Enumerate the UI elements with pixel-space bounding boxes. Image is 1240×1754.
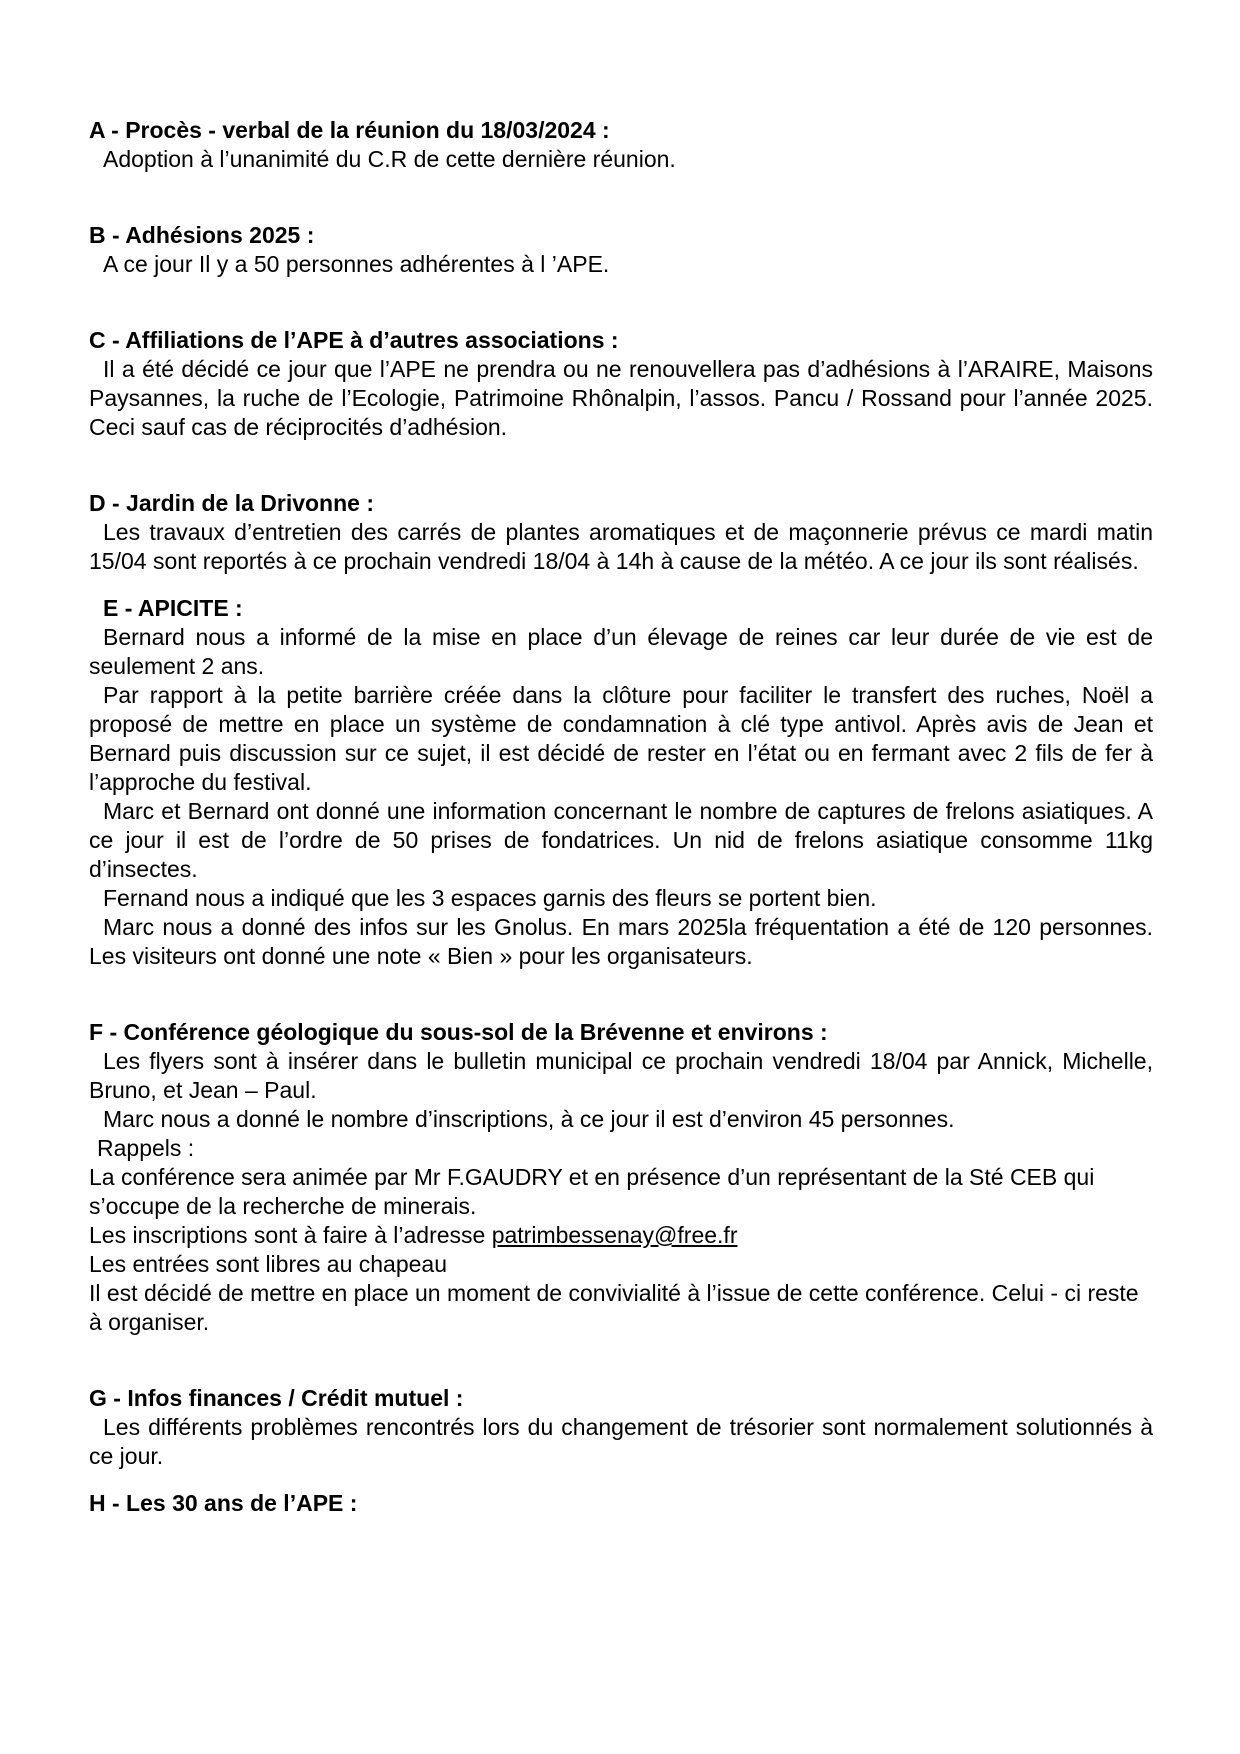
section-c-heading: C - Affiliations de l’APE à d’autres associations : bbox=[89, 327, 619, 353]
section-e-paragraph: Marc et Bernard ont donné une information concernant le nombre de captures de frelons asiatiques. A ce jour il est de l’ordre de 50 prises de fondatrices. Un nid de frelons asiatique consomme 11kg d’insectes. bbox=[89, 798, 1153, 882]
section-f-conference: La conférence sera animée par Mr F.GAUDRY et en présence d’un représentant de la Sté CEB qui s’occupe de la recherche de minerais. bbox=[89, 1164, 1095, 1219]
section-e-paragraph: Par rapport à la petite barrière créée dans la clôture pour faciliter le transfert des ruches, Noël a proposé de mettre en place un système de condamnation à clé type antivol. Après avis de Jean et Bernard puis discussion sur ce sujet, il est décidé de rester en l’état ou en fermant avec 2 fils de fer à l’approche du festival. bbox=[89, 682, 1153, 795]
section-f-convivialite: Il est décidé de mettre en place un moment de convivialité à l’issue de cette conférence. Celui - ci reste à organiser. bbox=[89, 1280, 1139, 1335]
section-d-heading: D - Jardin de la Drivonne : bbox=[89, 490, 374, 516]
section-e-paragraph: Fernand nous a indiqué que les 3 espaces garnis des fleurs se portent bien. bbox=[103, 885, 877, 911]
section-f-flyers: Les flyers sont à insérer dans le bulletin municipal ce prochain vendredi 18/04 par Annick, Michelle, Bruno, et Jean – Paul. bbox=[89, 1048, 1153, 1103]
section-e-paragraph: Marc nous a donné des infos sur les Gnolus. En mars 2025la fréquentation a été de 120 personnes. Les visiteurs ont donné une note « Bien » pour les organisateurs. bbox=[89, 914, 1153, 969]
section-f-inscriptions: Marc nous a donné le nombre d’inscriptions, à ce jour il est d’environ 45 personnes. bbox=[103, 1106, 955, 1132]
section-g-text: Les différents problèmes rencontrés lors du changement de trésorier sont normalement solutionnés à ce jour. bbox=[89, 1414, 1153, 1469]
section-f-heading: F - Conférence géologique du sous-sol de la Brévenne et environs : bbox=[89, 1019, 828, 1045]
section-e-paragraph: Bernard nous a informé de la mise en place d’un élevage de reines car leur durée de vie est de seulement 2 ans. bbox=[89, 624, 1153, 679]
section-a-text: Adoption à l’unanimité du C.R de cette dernière réunion. bbox=[103, 146, 676, 172]
section-c-text: Il a été décidé ce jour que l’APE ne prendra ou ne renouvellera pas d’adhésions à l’ARAIRE, Maisons Paysannes, la ruche de l’Ecologie, Patrimoine Rhônalpin, l’assos. Pancu / Rossand pour l’année 2025. Ceci sauf cas de réciprocités d’adhésion. bbox=[89, 356, 1153, 440]
section-f-entries: Les entrées sont libres au chapeau bbox=[89, 1251, 448, 1277]
section-h-heading: H - Les 30 ans de l’APE : bbox=[89, 1490, 358, 1516]
section-b-heading: B - Adhésions 2025 : bbox=[89, 222, 315, 248]
section-d-text: Les travaux d’entretien des carrés de plantes aromatiques et de maçonnerie prévus ce mardi matin 15/04 sont reportés à ce prochain vendredi 18/04 à 14h à cause de la météo. A ce jour ils sont réalisés. bbox=[89, 519, 1153, 574]
section-g-heading: G - Infos finances / Crédit mutuel : bbox=[89, 1385, 464, 1411]
email-link[interactable]: patrimbessenay@free.fr bbox=[491, 1222, 738, 1248]
section-e-heading: E - APICITE : bbox=[103, 595, 243, 621]
section-a-heading: A - Procès - verbal de la réunion du 18/03/2024 : bbox=[89, 117, 610, 143]
section-f-rappels: Rappels : bbox=[97, 1135, 195, 1161]
section-b-text: A ce jour Il y a 50 personnes adhérentes à l ’APE. bbox=[103, 251, 610, 277]
section-f-address-line bbox=[89, 1221, 1153, 1250]
section-f-address-prefix: Les inscriptions sont à faire à l’adresse bbox=[89, 1222, 492, 1248]
document-body bbox=[89, 116, 1153, 1518]
